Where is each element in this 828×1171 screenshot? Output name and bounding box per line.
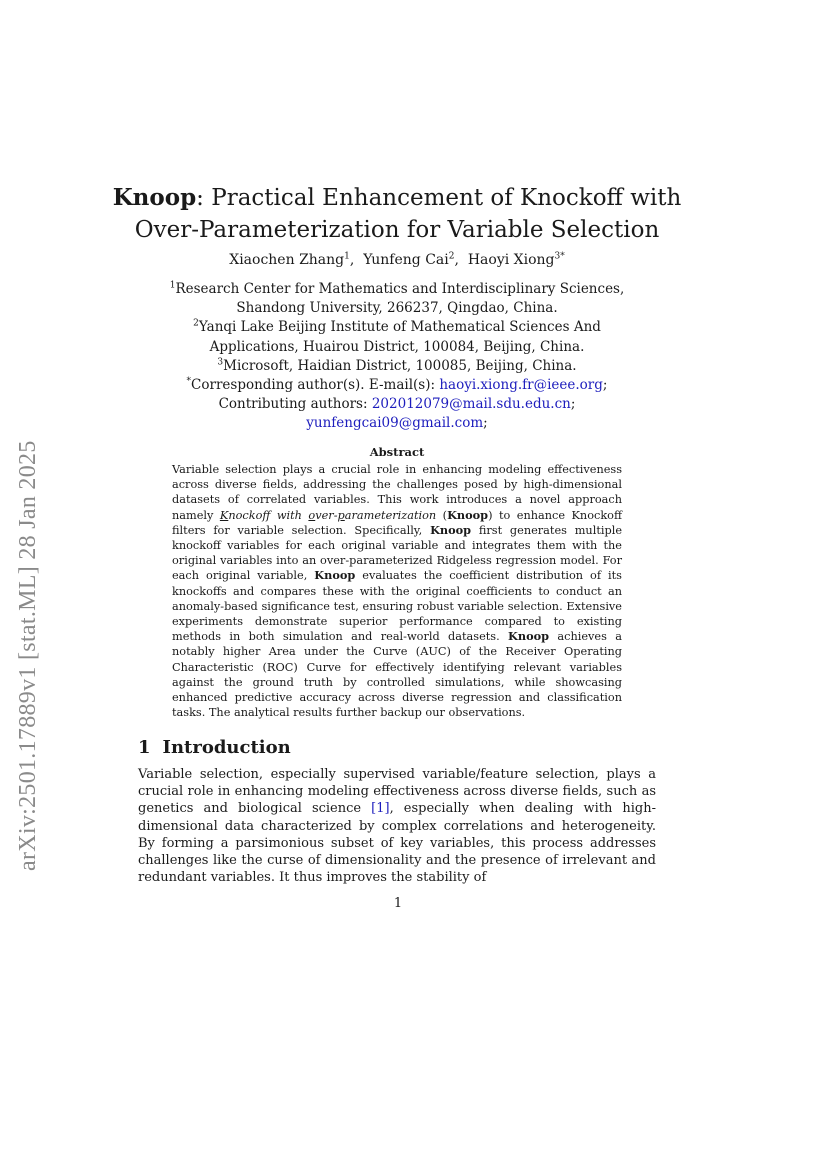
corresponding-mark: * (186, 376, 192, 387)
affil-mark: 2 (193, 318, 199, 329)
affil-mark: 1 (169, 280, 176, 291)
page-number: 1 (393, 896, 403, 911)
method-name: Knoop (508, 629, 550, 644)
title-line-1: : Practical Enhancement of Knockoff with (196, 185, 682, 211)
affiliations (150, 280, 644, 434)
abstract-text: first generates multiple knockoff variables for each original variable and integrates them with the original variables into an over-parameterized Ridgeless regression model. For each original variable, (172, 523, 622, 583)
author-name: Xiaochen Zhang (229, 252, 345, 268)
abstract-text: nockoff (228, 508, 271, 522)
acronym-letter: o (308, 508, 316, 522)
abstract-body (172, 462, 622, 720)
abstract-text: arameterization (344, 508, 437, 522)
author-list: Xiaochen Zhang$^1$, Yunfeng Cai$^2$, Haoyi Xiong$^{3*}$ (229, 251, 565, 268)
method-name: Knoop (430, 522, 472, 537)
affiliation-3: Microsoft, Haidian District, 100085, Beijing, China. (223, 357, 577, 374)
contributing-label: Contributing authors: (218, 396, 372, 413)
abstract-text: achieves a notably higher Area under the Curve (AUC) of the Receiver Operating Characteristic (ROC) Curve for effectively identifying relevant variables against the ground truth by controlled simulations, while showcasing enhanced predictive accuracy across diverse regression and classification tasks. The analytical results further backup our observations. (172, 630, 622, 720)
section-number: 1 (138, 737, 151, 758)
title-method-name: Knoop (112, 184, 197, 211)
intro-paragraph (138, 766, 656, 886)
body-text: , especially when dealing with high-dimensional data characterized by complex correlations and heterogeneity. By forming a parsimonious subset of key variables, this process addresses challenges like the curse of dimensionality and the presence of irrelevant and redundant variables. It thus improves the stability of (138, 801, 656, 886)
corresponding-email-link[interactable]: haoyi.xiong.fr@ieee.org (439, 377, 603, 394)
citation-link[interactable]: [1] (371, 801, 390, 817)
abstract-text: ( (436, 508, 448, 522)
author-name: Haoyi Xiong (467, 252, 555, 268)
author-name: Yunfeng Cai (363, 252, 449, 268)
affil-mark: 3 (217, 357, 224, 368)
author-affil-mark: 3* (554, 251, 565, 262)
punctuation: ; (483, 415, 488, 432)
author-affil-mark: 2 (448, 251, 455, 262)
author-affil-mark: 1 (344, 251, 350, 262)
contributing-email-link-1[interactable]: 202012079@mail.sdu.edu.cn (371, 396, 571, 413)
method-name: Knoop (447, 507, 489, 522)
affiliation-1-line-2: Shandong University, 266237, Qingdao, China. (236, 300, 558, 317)
abstract-text: ) to enhance Knockoff filters for variable selection. Specifically, (172, 508, 622, 537)
punctuation: ; (570, 396, 576, 413)
corresponding-label: Corresponding author(s). E-mail(s): (191, 377, 440, 394)
acronym-letter: K (219, 508, 229, 522)
section-heading (138, 736, 291, 760)
affiliation-1-line-1: Research Center for Mathematics and Interdisciplinary Sciences, (175, 281, 625, 297)
method-name: Knoop (314, 568, 356, 583)
contributing-email-link-2[interactable]: yunfengcai09@gmail.com (306, 415, 484, 432)
abstract-text: ver- (315, 508, 338, 522)
body-text: Variable selection, especially supervised variable/feature selection, plays a crucial role in enhancing modeling effectiveness across diverse fields, such as genetics and biological science (138, 767, 656, 817)
abstract-text: with (276, 508, 309, 522)
affiliation-2-line-1: Yanqi Lake Beijing Institute of Mathematical Sciences And (198, 319, 601, 336)
arxiv-watermark: arXiv:2501.17889v1 [stat.ML] 28 Jan 2025 (15, 440, 41, 871)
abstract-heading: Abstract (369, 445, 425, 459)
paper-title (100, 182, 694, 246)
affiliation-2-line-2: Applications, Huairou District, 100084, Beijing, China. (209, 338, 585, 355)
punctuation: ; (602, 377, 608, 394)
abstract-text: Variable selection plays a crucial role in enhancing modeling effectiveness across diverse fields, addressing the challenges posed by high-dimensional datasets of correlated variables. This work introduces a novel approach namely (172, 463, 622, 522)
abstract-text: evaluates the coefficient distribution of its knockoffs and compares these with the original coefficients to conduct an anomaly-based significance test, ensuring robust variable selection. Extensive experiments demonstrate superior performance compared to existing methods in both simulation and real-world datasets. (172, 569, 622, 644)
acronym-letter: p (337, 508, 345, 522)
section-title: Introduction (162, 737, 291, 758)
title-line-2: Over-Parameterization for Variable Selection (134, 217, 660, 243)
